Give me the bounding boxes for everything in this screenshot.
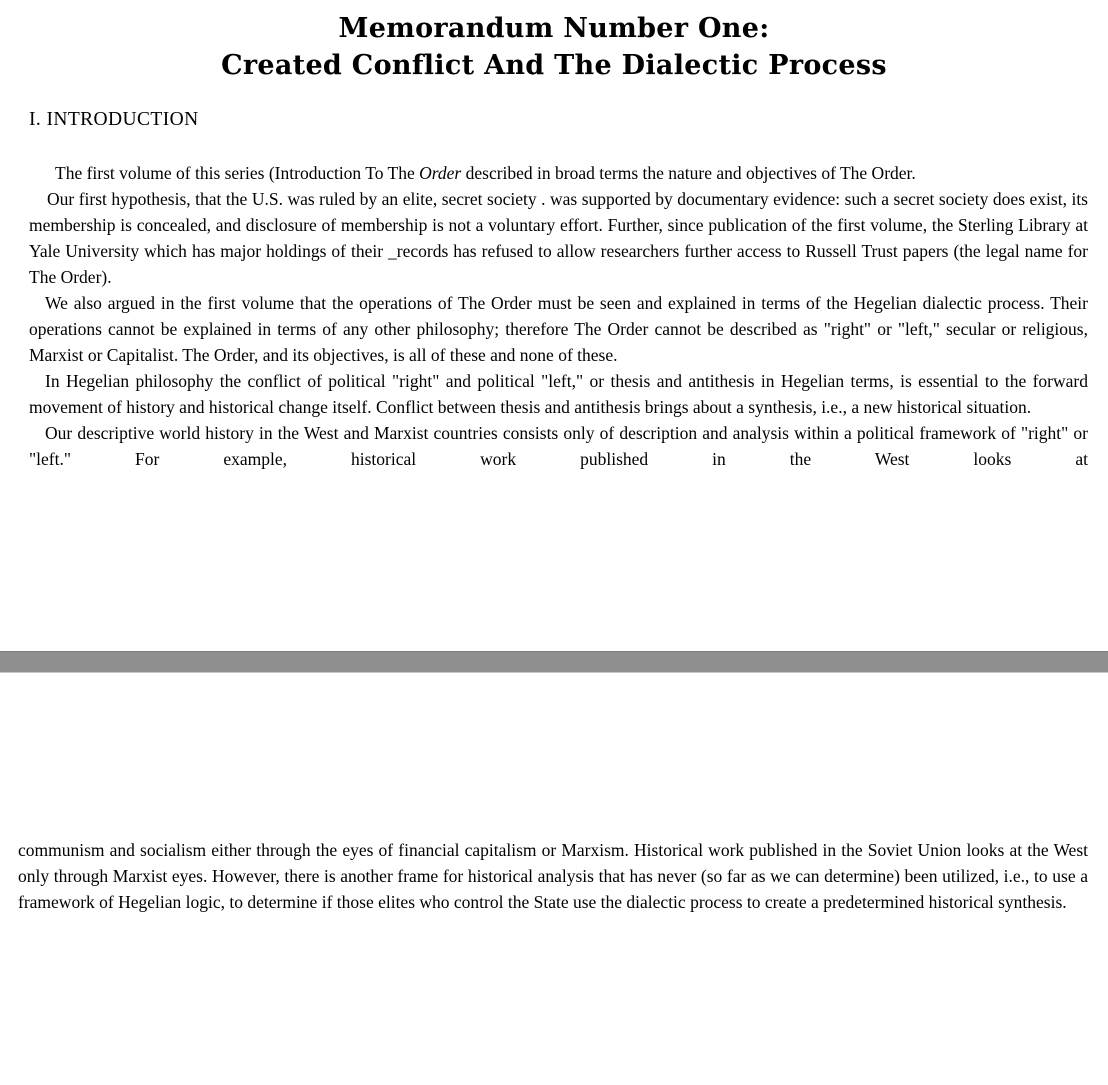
introduction-text-block bbox=[29, 160, 1088, 472]
text-run: communism and socialism either through the eyes of financial capitalism or Marxism. Historical work published in the Soviet Union looks at the West only through Marxist eyes. However, there is another frame for historical analysis that has never (so far as we can determine) been utilized, i.e., to use a framework of Hegelian logic, to determine if those elites who control the State use the dialectic process to create a predetermined historical synthesis. bbox=[18, 840, 1088, 912]
italic-text-run: Order bbox=[419, 163, 462, 183]
section-heading: I. INTRODUCTION bbox=[29, 109, 199, 130]
text-run: The first volume of this series (Introduction To The bbox=[55, 163, 420, 183]
text-run: In Hegelian philosophy the conflict of political "right" and political "left," or thesis and antithesis in Hegelian terms, is essential to the forward movement of history and historical change itself. Conflict between thesis and antithesis brings about a synthesis, i.e., a new historical situation. bbox=[29, 371, 1088, 417]
paragraph bbox=[18, 837, 1088, 915]
text-run: Our descriptive world history in the West and Marxist countries consists only of description and analysis within a political framework of "right" or "left." For example, historical work published in the West looks at bbox=[29, 423, 1088, 469]
page-separator-bar bbox=[0, 651, 1108, 673]
text-run: Our first hypothesis, that the U.S. was ruled by an elite, secret society . was supported by documentary evidence: such a secret society does exist, its membership is concealed, and disclosure of membership is not a voluntary effort. Further, since publication of the first volume, the Sterling Library at Yale University which has major holdings of their _records has refused to allow researchers further access to Russell Trust papers (the legal name for The Order). bbox=[29, 189, 1088, 287]
continuation-text-block bbox=[18, 837, 1088, 915]
text-run: We also argued in the first volume that the operations of The Order must be seen and explained in terms of the Hegelian dialectic process. Their operations cannot be explained in terms of any other philosophy; therefore The Order cannot be described as "right" or "left," secular or religious, Marxist or Capitalist. The Order, and its objectives, is all of these and none of these. bbox=[29, 293, 1088, 365]
document-title-line1: Memorandum Number One: bbox=[338, 13, 770, 44]
paragraph bbox=[29, 160, 1088, 186]
paragraph bbox=[29, 290, 1088, 368]
paragraph bbox=[29, 368, 1088, 420]
document-title bbox=[0, 0, 1108, 84]
paragraph bbox=[29, 420, 1088, 472]
document-title-line2: Created Conflict And The Dialectic Process bbox=[221, 50, 887, 81]
paragraph bbox=[29, 186, 1088, 290]
text-run: described in broad terms the nature and objectives of The Order. bbox=[461, 163, 916, 183]
